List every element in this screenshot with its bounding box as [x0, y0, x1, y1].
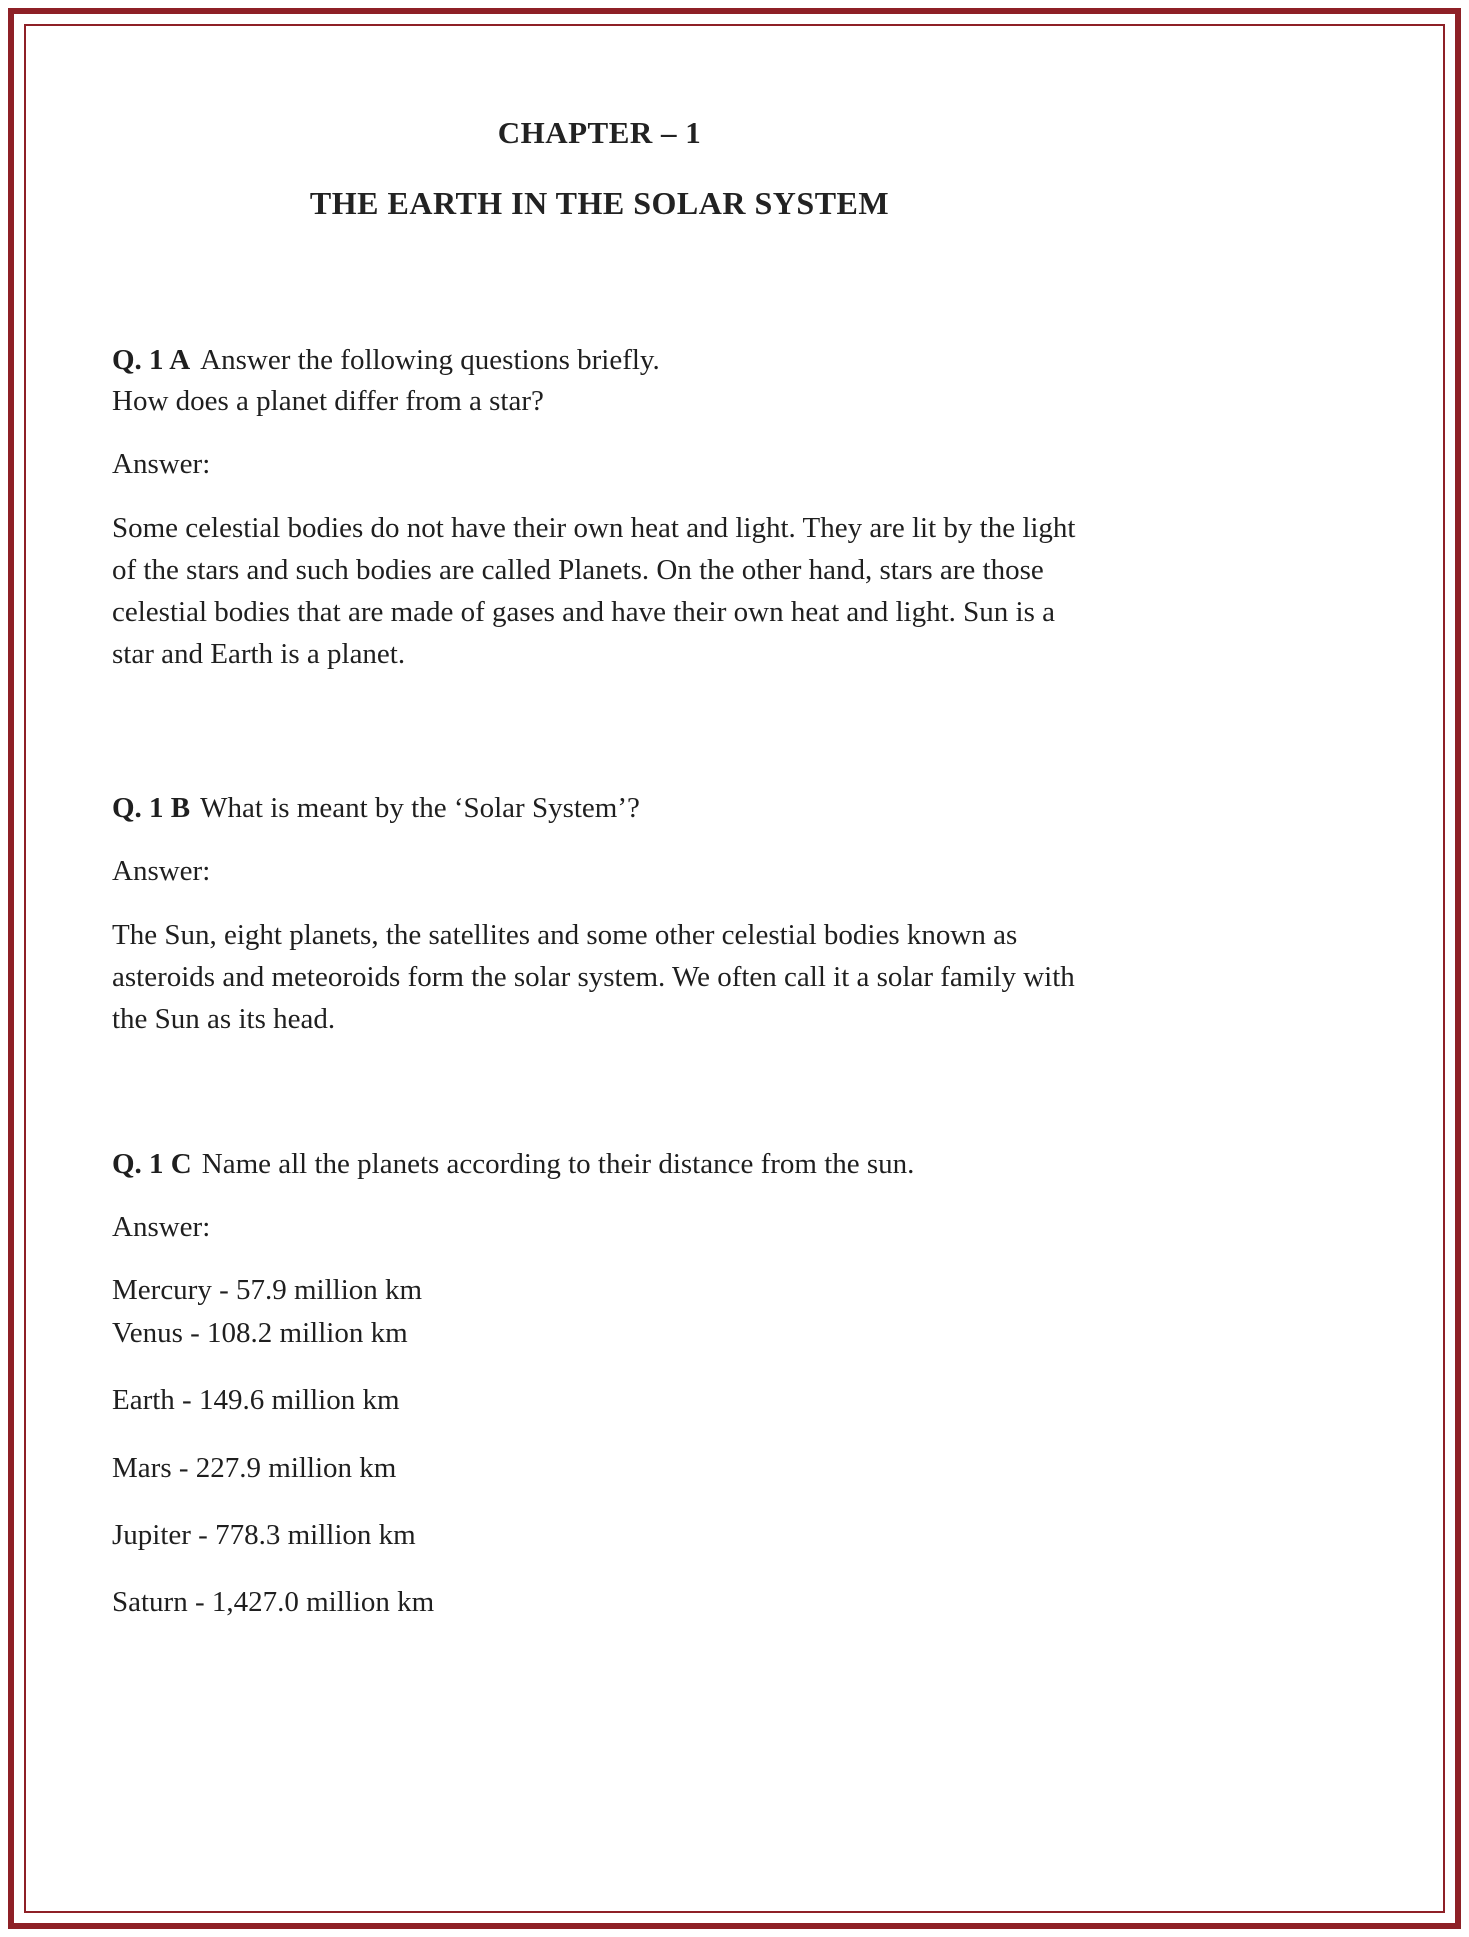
question-line-2: How does a planet differ from a star?	[112, 385, 544, 418]
document-content	[112, 30, 1087, 1623]
question-label: Q. 1 C	[112, 1147, 192, 1180]
question-line	[112, 788, 1087, 829]
qa-block-1b	[112, 788, 1087, 1040]
planet-distance-list	[112, 1270, 1087, 1623]
question-label: Q. 1 A	[112, 344, 191, 376]
question-text: Answer the following questions briefly.	[200, 344, 660, 376]
planet-line-mars: Mars - 227.9 million km	[112, 1451, 397, 1484]
qa-block-1a	[112, 340, 1087, 676]
chapter-title: CHAPTER – 1	[497, 115, 702, 150]
chapter-subtitle: THE EARTH IN THE SOLAR SYSTEM	[309, 185, 890, 221]
answer-label: Answer:	[112, 448, 211, 481]
answer-label: Answer:	[112, 854, 211, 887]
answer-text: The Sun, eight planets, the satellites and some other celestial bodies known as asteroids and meteoroids form the solar system. We often call it a solar family with the Sun as its head.	[112, 918, 1075, 1035]
answer-text: Some celestial bodies do not have their own heat and light. They are lit by the light of the stars and such bodies are called Planets. On the other hand, stars are those celestial bodies that are made of gases and have their own heat and light. Sun is a star and Earth is a planet.	[112, 512, 1076, 671]
qa-block-1c	[112, 1144, 1087, 1623]
answer-label: Answer:	[112, 1211, 211, 1244]
question-text: Name all the planets according to their distance from the sun.	[201, 1147, 915, 1180]
planet-line-jupiter: Jupiter - 778.3 million km	[112, 1518, 416, 1551]
question-line	[112, 340, 1087, 381]
question-line	[112, 1144, 1087, 1185]
planet-line-saturn: Saturn - 1,427.0 million km	[112, 1585, 435, 1618]
question-text: What is meant by the ‘Solar System’?	[200, 791, 640, 824]
planet-line-mercury: Mercury - 57.9 million km	[112, 1274, 423, 1307]
planet-line-earth: Earth - 149.6 million km	[112, 1384, 400, 1417]
question-label: Q. 1 B	[112, 791, 191, 824]
planet-line-venus: Venus - 108.2 million km	[112, 1317, 408, 1350]
